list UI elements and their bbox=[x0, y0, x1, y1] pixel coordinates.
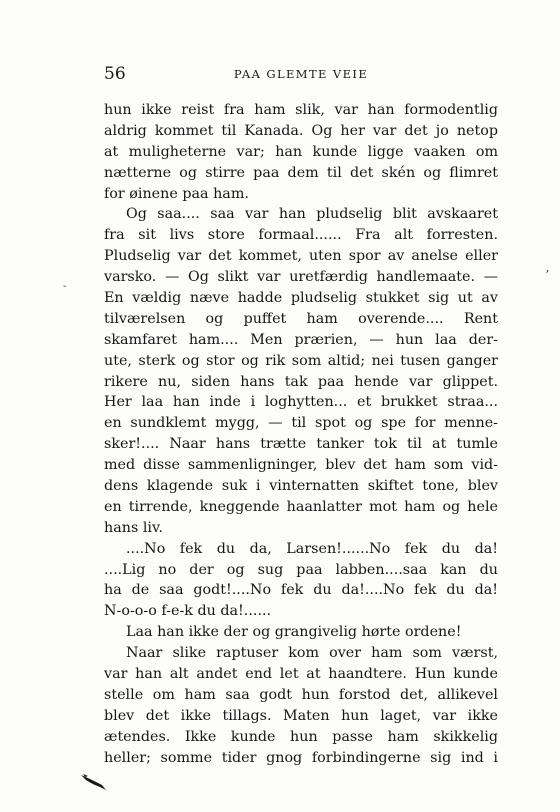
margin-mark-left: - bbox=[63, 281, 67, 292]
text-line: var han alt andet end let at haandtere. Hun kunde bbox=[104, 666, 498, 683]
text-line: heller; somme tider gnog forbindingerne sig ind i bbox=[104, 749, 498, 766]
text-line: fra sit livs store formaal...... Fra alt forresten. bbox=[104, 227, 498, 244]
text-line: En vældig næve hadde pludselig stukket sig ut av bbox=[104, 290, 498, 307]
text-line: Her laa han inde i loghytten... et brukket straa... bbox=[104, 394, 498, 411]
text-line: ....Lig no der og sug paa labben....saa kan du bbox=[104, 561, 498, 578]
text-line: tilværelsen og puffet ham overende.... Rent bbox=[104, 310, 498, 327]
page-header bbox=[104, 64, 498, 84]
text-line: hun ikke reist fra ham slik, var han formodentlig bbox=[104, 102, 498, 118]
text-line: Laa han ikke der og grangivelig hørte ordene! bbox=[126, 624, 462, 641]
text-line: Pludselig var det kommet, uten spor av anelse eller bbox=[104, 248, 498, 265]
text-line: stelle om ham saa godt hun forstod det, allikevel bbox=[104, 686, 498, 703]
text-line: for øinene paa ham. bbox=[104, 185, 249, 202]
text-line: varsko. — Og slikt var uretfærdig handlemaate. — bbox=[104, 269, 498, 286]
page-number: 56 bbox=[104, 64, 126, 84]
text-line: ha de saa godt!....No fek du da!....No fek du da! bbox=[104, 582, 498, 599]
bird-ornament-icon bbox=[80, 773, 108, 793]
body-text bbox=[104, 100, 498, 769]
text-line: N-o-o-o f-e-k du da!...... bbox=[104, 603, 272, 620]
text-line: at muligheterne var; han kunde ligge vaaken om bbox=[104, 143, 498, 160]
text-line: hans liv. bbox=[104, 519, 163, 536]
text-line: ....No fek du da, Larsen!......No fek du da! bbox=[126, 540, 498, 557]
text-line: Og saa.... saa var han pludselig blit avskaaret bbox=[126, 206, 498, 223]
text-line: en sundklemt mygg, — til spot og spe for menne- bbox=[104, 415, 498, 432]
text-line: med disse sammenligninger, blev det ham som vid- bbox=[104, 457, 498, 474]
text-line: ætendes. Ikke kunde hun passe ham skikkelig bbox=[104, 728, 498, 745]
text-line: rikere nu, siden hans tak paa hende var glippet. bbox=[104, 373, 498, 390]
text-line: skamfaret ham.... Men prærien, — hun laa der- bbox=[104, 331, 498, 348]
text-line: dens klagende suk i vinternatten skiftet tone, blev bbox=[104, 478, 498, 495]
text-line: blev det ikke tillags. Maten hun laget, var ikke bbox=[104, 707, 498, 724]
text-line: en tirrende, kneggende haanlatter mot ham og hele bbox=[104, 498, 498, 515]
text-line: Naar slike raptuser kom over ham som værst, bbox=[126, 645, 498, 662]
text-line: nætterne og stirre paa dem til det skén og flimret bbox=[104, 164, 498, 181]
text-line: aldrig kommet til Kanada. Og her var det jo netop bbox=[104, 122, 498, 139]
text-line: ute, sterk og stor og rik som altid; nei tusen ganger bbox=[104, 352, 498, 369]
text-line: sker!.... Naar hans trætte tanker tok til at tumle bbox=[104, 436, 498, 453]
running-title: PAA GLEMTE VEIE bbox=[233, 67, 369, 81]
margin-mark-right: ʼ bbox=[545, 268, 549, 282]
